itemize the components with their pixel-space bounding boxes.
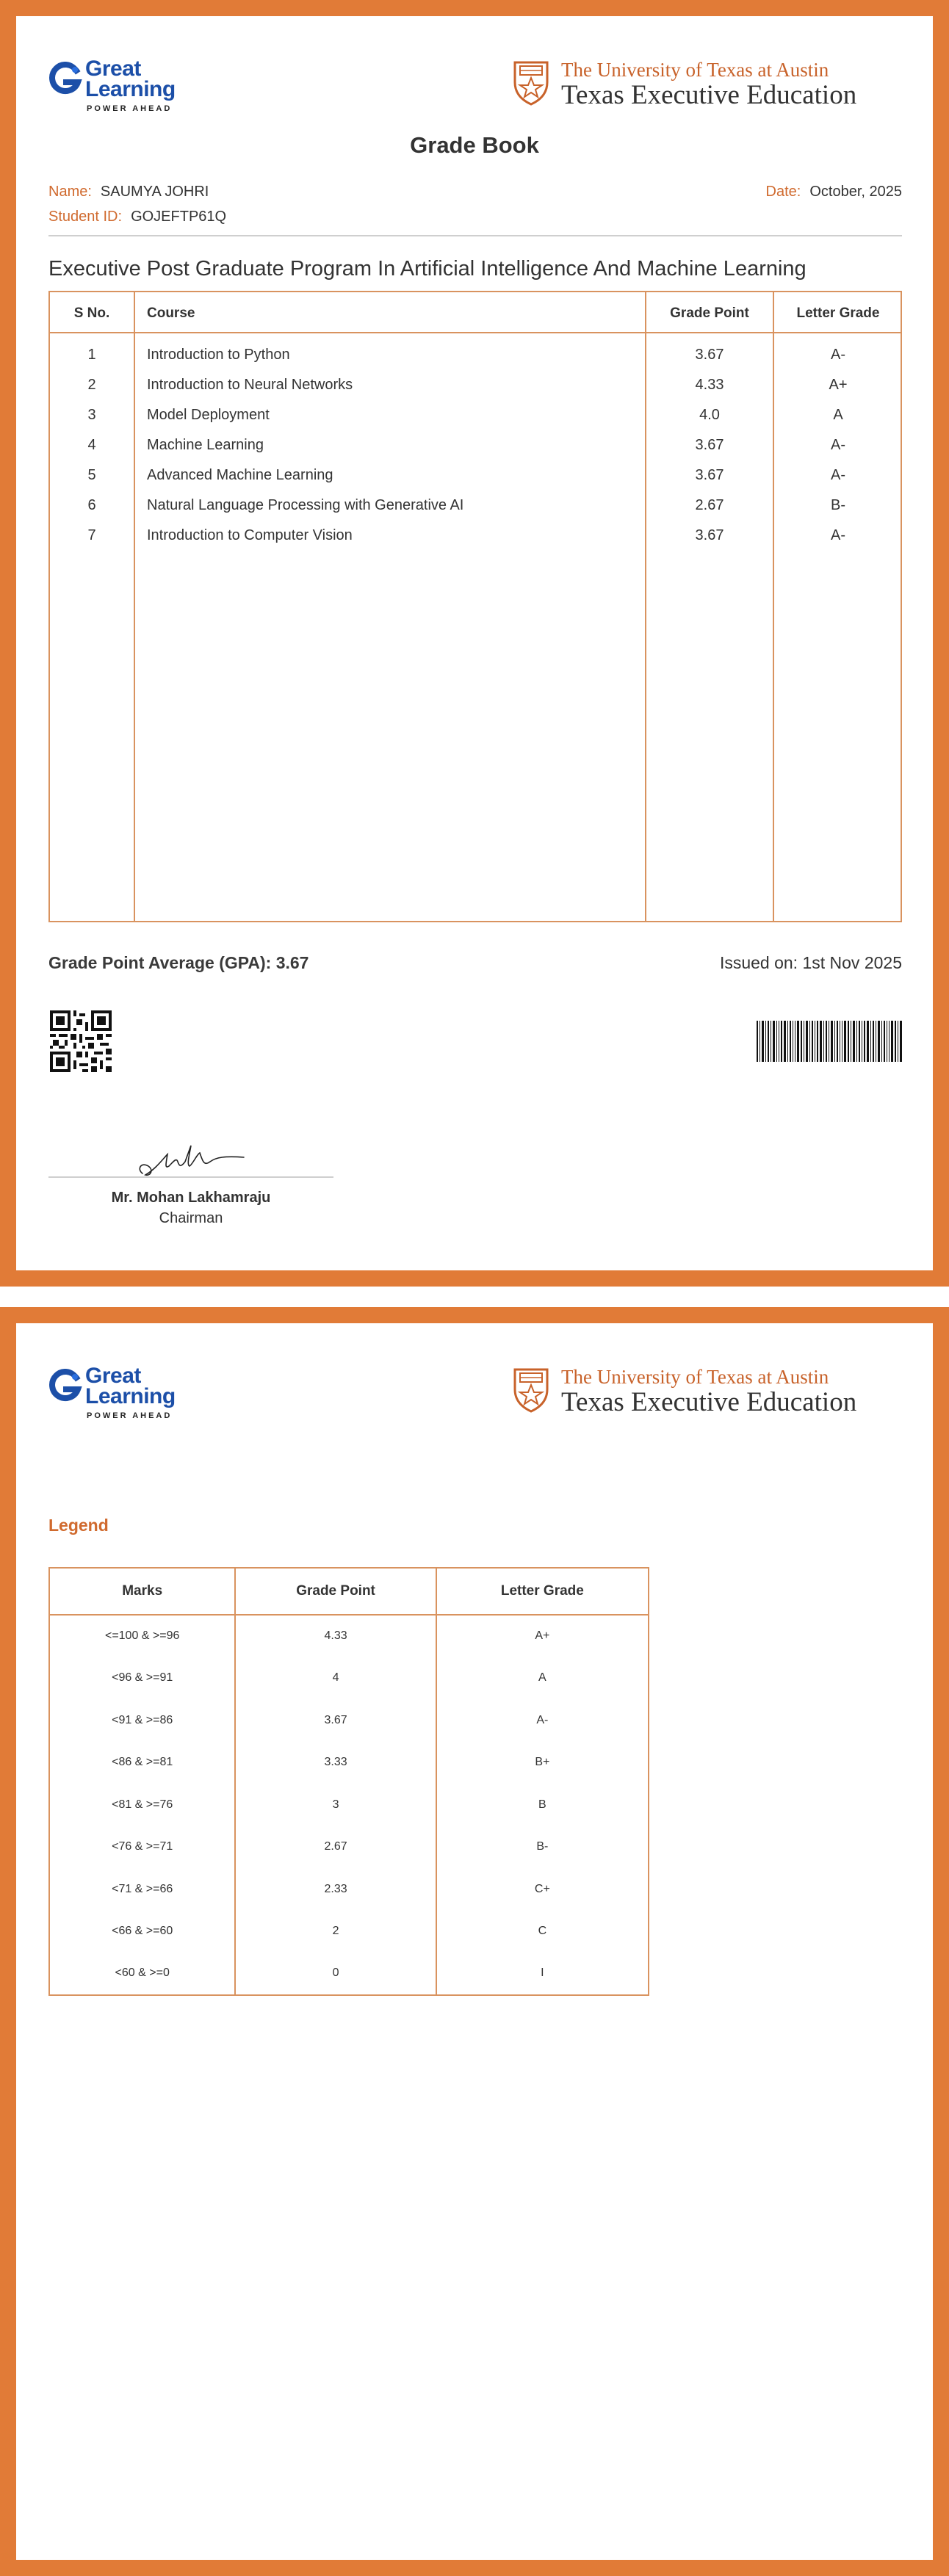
legend-header-letter-grade: Letter Grade [436,1568,649,1615]
student-id: GOJEFTP61Q [131,209,227,225]
legend-table [48,1567,649,1996]
cell-grade-point: 2.67 [235,1826,436,1869]
page-2 [16,1323,933,2560]
cell-grade-point: 3 [235,1784,436,1826]
date-row [766,184,902,200]
header-grade-point: Grade Point [670,305,749,321]
cell-grade-point: 3.67 [695,437,724,453]
grade-table [48,291,902,922]
ut-line1: The University of Texas at Austin [561,59,829,81]
ut-austin-logo [513,46,902,112]
cell-grade-point: 3.67 [695,527,724,543]
cell-sno: 7 [87,527,96,543]
cell-grade-point: 2.67 [695,497,724,513]
gl-line2: Learning [85,1384,176,1408]
cell-sno: 5 [87,467,96,483]
cell-letter-grade: A [436,1657,649,1700]
legend-row [49,1953,649,1995]
cell-letter-grade: A+ [436,1615,649,1657]
signatory-role: Chairman [159,1210,223,1226]
table-row [50,520,901,550]
page-1 [16,16,933,1270]
cell-grade-point: 4.33 [235,1615,436,1657]
table-row [50,460,901,490]
student-name: SAUMYA JOHRI [100,184,209,200]
table-row [50,490,901,520]
cell-sno: 6 [87,497,96,513]
page-1-border [0,0,949,1287]
ut-line2: Texas Executive Education [561,1387,857,1417]
cell-course: Introduction to Computer Vision [147,527,353,543]
signatory-name: Mr. Mohan Lakhamraju [111,1190,271,1206]
cell-letter-grade: B+ [436,1742,649,1784]
gl-line2: Learning [85,77,176,101]
cell-marks: <91 & >=86 [49,1699,235,1742]
legend-row [49,1911,649,1953]
cell-grade-point: 3.67 [695,467,724,483]
cell-letter-grade: B [436,1784,649,1826]
cell-grade-point: 3.33 [235,1742,436,1784]
cell-sno: 2 [87,377,96,393]
cell-course: Model Deployment [147,407,270,423]
cell-letter-grade: A- [831,467,845,483]
gl-line1: Great [85,57,141,81]
legend-title: Legend [48,1516,109,1535]
qr-code [50,1010,112,1072]
legend-header-marks: Marks [49,1568,235,1615]
cell-letter-grade: A- [436,1699,649,1742]
cell-course: Introduction to Neural Networks [147,377,353,393]
table-row [50,430,901,460]
legend-row [49,1742,649,1784]
name-label: Name: [48,184,92,200]
barcode [757,1021,902,1062]
great-learning-g-icon [48,1369,82,1403]
legend-row [49,1868,649,1911]
cell-marks: <86 & >=81 [49,1742,235,1784]
cell-sno: 1 [87,347,96,363]
cell-letter-grade: C+ [436,1868,649,1911]
cell-grade-point: 4.33 [695,377,724,393]
cell-grade-point: 4 [235,1657,436,1700]
cell-marks: <96 & >=91 [49,1657,235,1700]
cell-letter-grade: A- [831,437,845,453]
cell-grade-point: 0 [235,1953,436,1995]
header-letter-grade: Letter Grade [796,305,880,321]
gpa-summary: Grade Point Average (GPA): 3.67 [48,953,309,972]
cell-letter-grade: C [436,1911,649,1953]
page-title: Grade Book [410,132,539,158]
cell-letter-grade: A- [831,527,845,543]
page-2-border [0,1307,949,2576]
cell-letter-grade: A- [831,347,845,363]
divider [48,235,902,236]
legend-header-row [49,1568,649,1615]
cell-letter-grade: B- [831,497,845,513]
table-row [50,399,901,430]
cell-grade-point: 2 [235,1911,436,1953]
date-label: Date: [765,184,801,200]
cell-marks: <60 & >=0 [49,1953,235,1995]
ut-line1: The University of Texas at Austin [561,1366,829,1388]
grade-table-header [50,292,901,333]
student-id-row [48,209,226,225]
cell-grade-point: 3.67 [695,347,724,363]
ut-shield-icon [513,60,549,106]
cell-marks: <76 & >=71 [49,1826,235,1869]
cell-letter-grade: A+ [829,377,848,393]
great-learning-g-icon [48,62,82,95]
signature-line [48,1176,333,1178]
header-course: Course [147,305,195,321]
gl-tagline: POWER AHEAD [87,104,173,113]
cell-marks: <71 & >=66 [49,1868,235,1911]
cell-letter-grade: B- [436,1826,649,1869]
cell-grade-point: 3.67 [235,1699,436,1742]
program-title: Executive Post Graduate Program In Artificial Intelligence And Machine Learning [48,257,807,281]
ut-austin-logo [513,1353,902,1419]
legend-row [49,1615,649,1657]
legend-header-grade-point: Grade Point [235,1568,436,1615]
ut-shield-icon [513,1367,549,1413]
cell-course: Introduction to Python [147,347,290,363]
legend-row [49,1699,649,1742]
cell-letter-grade: A [833,407,843,423]
cell-course: Advanced Machine Learning [147,467,333,483]
cell-grade-point: 2.33 [235,1868,436,1911]
gl-line1: Great [85,1364,141,1388]
table-row [50,369,901,399]
cell-letter-grade: I [436,1953,649,1995]
legend-row [49,1784,649,1826]
table-row [50,339,901,369]
legend-row [49,1826,649,1869]
cell-sno: 3 [87,407,96,423]
cell-grade-point: 4.0 [699,407,720,423]
legend-row [49,1657,649,1700]
cell-course: Natural Language Processing with Generative AI [147,497,464,513]
student-id-label: Student ID: [48,209,123,225]
gl-tagline: POWER AHEAD [87,1411,173,1420]
ut-line2: Texas Executive Education [561,80,857,110]
issued-date: Issued on: 1st Nov 2025 [719,953,902,972]
cell-sno: 4 [87,437,96,453]
header-sno: S No. [73,305,110,321]
cell-course: Machine Learning [147,437,264,453]
cell-marks: <66 & >=60 [49,1911,235,1953]
great-learning-logo [48,1353,195,1426]
cell-marks: <81 & >=76 [49,1784,235,1826]
cell-marks: <=100 & >=96 [49,1615,235,1657]
great-learning-logo [48,46,195,119]
student-name-row [48,184,209,200]
date-value: October, 2025 [809,184,902,200]
